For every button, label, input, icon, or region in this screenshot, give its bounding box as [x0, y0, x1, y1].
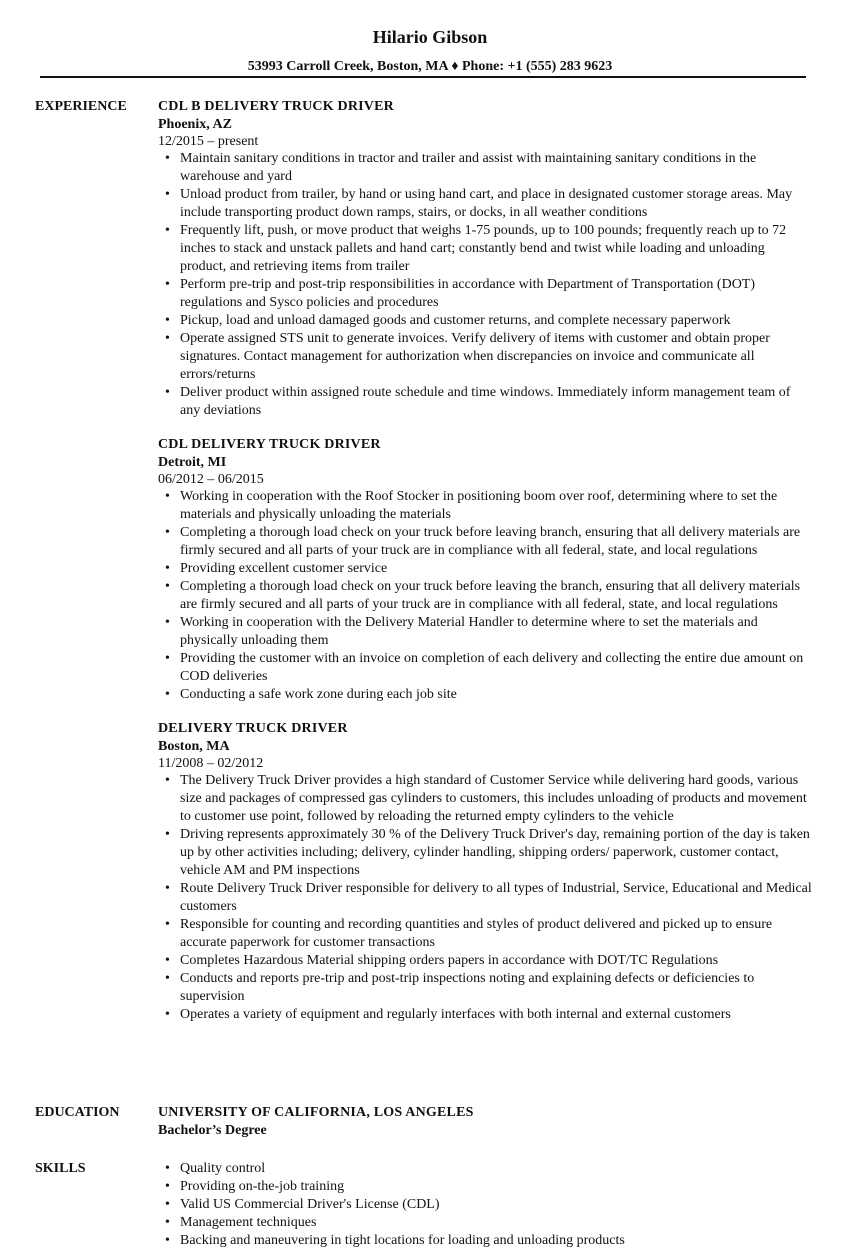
job-title: DELIVERY TRUCK DRIVER	[158, 721, 348, 736]
skill-item: • Providing on-the-job training	[180, 1178, 814, 1196]
duty-item: • Operate assigned STS unit to generate invoices. Verify delivery of items with customer and obtain proper signatures. Contact management for authorization when discrepancies on invoice and communicate all errors/returns	[180, 330, 814, 384]
duty-item: • Conducting a safe work zone during each job site	[180, 686, 814, 704]
degree: Bachelor’s Degree	[158, 1123, 267, 1138]
skills-list-wrapper	[158, 1160, 814, 1250]
job-duties	[158, 488, 814, 704]
skills-list	[158, 1160, 814, 1250]
duty-item: • The Delivery Truck Driver provides a high standard of Customer Service while delivering hard goods, various size and packages of compressed gas cylinders to customers, this includes unloading of products and movement to customer use point, followed by reloading the returned empty cylinders to the vehicle	[180, 772, 814, 826]
skill-item: • Management techniques	[180, 1214, 814, 1232]
job-title: CDL DELIVERY TRUCK DRIVER	[158, 437, 381, 452]
duty-item: • Providing the customer with an invoice on completion of each delivery and collecting the entire due amount on COD deliveries	[180, 650, 814, 686]
section-label-education: EDUCATION	[35, 1105, 120, 1120]
duty-item: • Completing a thorough load check on your truck before leaving branch, ensuring that all delivery materials are firmly secured and all parts of your truck are in compliance with all federal, state, and local regulations	[180, 524, 814, 560]
skill-item: • Quality control	[180, 1160, 814, 1178]
job-dates: 12/2015 – present	[158, 134, 259, 149]
duty-item: • Working in cooperation with the Delivery Material Handler to determine where to set the materials and physically unloading them	[180, 614, 814, 650]
header-divider	[40, 76, 806, 78]
duty-item: • Providing excellent customer service	[180, 560, 814, 578]
section-label-experience: EXPERIENCE	[35, 99, 127, 114]
duty-item: • Conducts and reports pre-trip and post-trip inspections noting and explaining defects or deficiencies to supervision	[180, 970, 814, 1006]
skill-item: • Backing and maneuvering in tight locations for loading and unloading products	[180, 1232, 814, 1250]
duty-item: • Working in cooperation with the Roof Stocker in positioning boom over roof, determining where to set the materials and physically unloading the materials	[180, 488, 814, 524]
duty-item: • Frequently lift, push, or move product that weighs 1-75 pounds, up to 100 pounds; frequently reach up to 72 inches to stack and unstack pallets and hand cart; constantly bend and twist while loading and unloading product, and retrieving items from trailer	[180, 222, 814, 276]
duty-item: • Completes Hazardous Material shipping orders papers in accordance with DOT/TC Regulations	[180, 952, 814, 970]
job-duties	[158, 150, 814, 420]
job-dates: 06/2012 – 06/2015	[158, 472, 264, 487]
job-duties	[158, 772, 814, 1024]
contact-line: 53993 Carroll Creek, Boston, MA ♦ Phone: +1 (555) 283 9623	[247, 59, 613, 74]
duty-item: • Route Delivery Truck Driver responsible for delivery to all types of Industrial, Service, Educational and Medical customers	[180, 880, 814, 916]
duty-item: • Driving represents approximately 30 % of the Delivery Truck Driver's day, remaining portion of the day is taken up by other activities including; delivery, cylinder handling, shipping orders/ paperwork, customer contact, vehicle AM and PM inspections	[180, 826, 814, 880]
job-location: Boston, MA	[158, 739, 230, 754]
skill-item: • Valid US Commercial Driver's License (CDL)	[180, 1196, 814, 1214]
section-label-skills: SKILLS	[35, 1161, 86, 1176]
duty-item: • Completing a thorough load check on your truck before leaving the branch, ensuring that all delivery materials are firmly secured and all parts of your truck are in compliance with all federal, state, and local regulations	[180, 578, 814, 614]
duty-item: • Pickup, load and unload damaged goods and customer returns, and complete necessary paperwork	[180, 312, 814, 330]
job-title: CDL B DELIVERY TRUCK DRIVER	[158, 99, 394, 114]
duty-item: • Unload product from trailer, by hand or using hand cart, and place in designated customer storage areas. May include transporting product down ramps, stairs, or docks, in all weather conditions	[180, 186, 814, 222]
job-entry	[158, 720, 814, 1024]
job-location: Detroit, MI	[158, 455, 227, 470]
job-entry	[158, 436, 814, 704]
job-entry	[158, 98, 814, 420]
education-entry	[158, 1104, 814, 1139]
duty-item: • Operates a variety of equipment and regularly interfaces with both internal and external customers	[180, 1006, 814, 1024]
duty-item: • Responsible for counting and recording quantities and styles of product delivered and picked up to ensure accurate paperwork for customer transactions	[180, 916, 814, 952]
duty-item: • Perform pre-trip and post-trip responsibilities in accordance with Department of Transportation (DOT) regulations and Sysco policies and procedures	[180, 276, 814, 312]
duty-item: • Deliver product within assigned route schedule and time windows. Immediately inform management team of any deviations	[180, 384, 814, 420]
duty-item: • Maintain sanitary conditions in tractor and trailer and assist with maintaining sanitary conditions in the warehouse and yard	[180, 150, 814, 186]
candidate-name: Hilario Gibson	[372, 27, 488, 47]
experience-list	[158, 98, 814, 1040]
job-location: Phoenix, AZ	[158, 117, 232, 132]
job-dates: 11/2008 – 02/2012	[158, 756, 264, 771]
school-name: UNIVERSITY OF CALIFORNIA, LOS ANGELES	[158, 1105, 474, 1120]
